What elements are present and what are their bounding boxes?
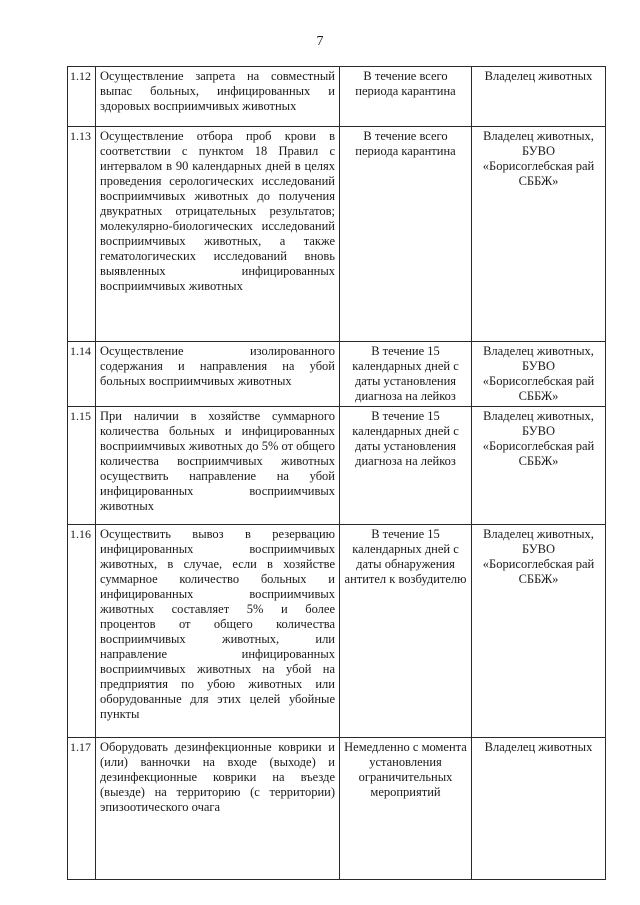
row-responsible: Владелец животных — [472, 67, 606, 127]
row-responsible: Владелец животных, БУВО «Борисоглебская рай СББЖ» — [472, 407, 606, 525]
measures-table — [67, 66, 606, 880]
row-action: Осуществить вывоз в резервацию инфицированных восприимчивых животных, в случае, если в хозяйстве суммарное количество больных и инфицированных восприимчивых животных составляет 5% и более процентов от общего количества восприимчивых животных, или направление инфицированных восприимчивых животных на убой на предприятия по убою животных или оборудованные для этих целей убойные пункты — [96, 525, 340, 738]
row-number: 1.15 — [68, 407, 96, 525]
table-row — [68, 525, 606, 738]
row-number: 1.16 — [68, 525, 96, 738]
row-number: 1.14 — [68, 342, 96, 407]
row-number: 1.17 — [68, 738, 96, 880]
row-action: Осуществление запрета на совместный выпас больных, инфицированных и здоровых восприимчивых животных — [96, 67, 340, 127]
row-action: Осуществление отбора проб крови в соответствии с пунктом 18 Правил с интервалом в 90 календарных дней в целях проведения серологических исследований восприимчивых животных до получения двукратных отрицательных результатов; молекулярно-биологических исследований восприимчивых животных, а также гематологических исследований вновь выявленных инфицированных восприимчивых животных — [96, 127, 340, 342]
row-term: В течение 15 календарных дней с даты обнаружения антител к возбудителю — [340, 525, 472, 738]
row-number: 1.12 — [68, 67, 96, 127]
row-action: Оборудовать дезинфекционные коврики и (или) ванночки на входе (выходе) и дезинфекционные коврики на въезде (выезде) на территорию (с территории) эпизоотического очага — [96, 738, 340, 880]
row-responsible: Владелец животных, БУВО «Борисоглебская рай СББЖ» — [472, 525, 606, 738]
table-row — [68, 738, 606, 880]
row-term: В течение 15 календарных дней с даты установления диагноза на лейкоз — [340, 407, 472, 525]
table-row — [68, 67, 606, 127]
row-action: При наличии в хозяйстве суммарного количества больных и инфицированных восприимчивых животных до 5% от общего количества восприимчивых животных осуществить направление на убой инфицированных восприимчивых животных — [96, 407, 340, 525]
row-responsible: Владелец животных — [472, 738, 606, 880]
row-term: В течение всего периода карантина — [340, 67, 472, 127]
row-action: Осуществление изолированного содержания и направления на убой больных восприимчивых животных — [96, 342, 340, 407]
table-row — [68, 342, 606, 407]
table-row — [68, 407, 606, 525]
row-responsible: Владелец животных, БУВО «Борисоглебская рай СББЖ» — [472, 342, 606, 407]
row-term: Немедленно с момента установления ограничительных мероприятий — [340, 738, 472, 880]
row-term: В течение всего периода карантина — [340, 127, 472, 342]
page-number: 7 — [316, 34, 324, 49]
row-number: 1.13 — [68, 127, 96, 342]
table-row — [68, 127, 606, 342]
row-responsible: Владелец животных, БУВО «Борисоглебская рай СББЖ» — [472, 127, 606, 342]
row-term: В течение 15 календарных дней с даты установления диагноза на лейкоз — [340, 342, 472, 407]
